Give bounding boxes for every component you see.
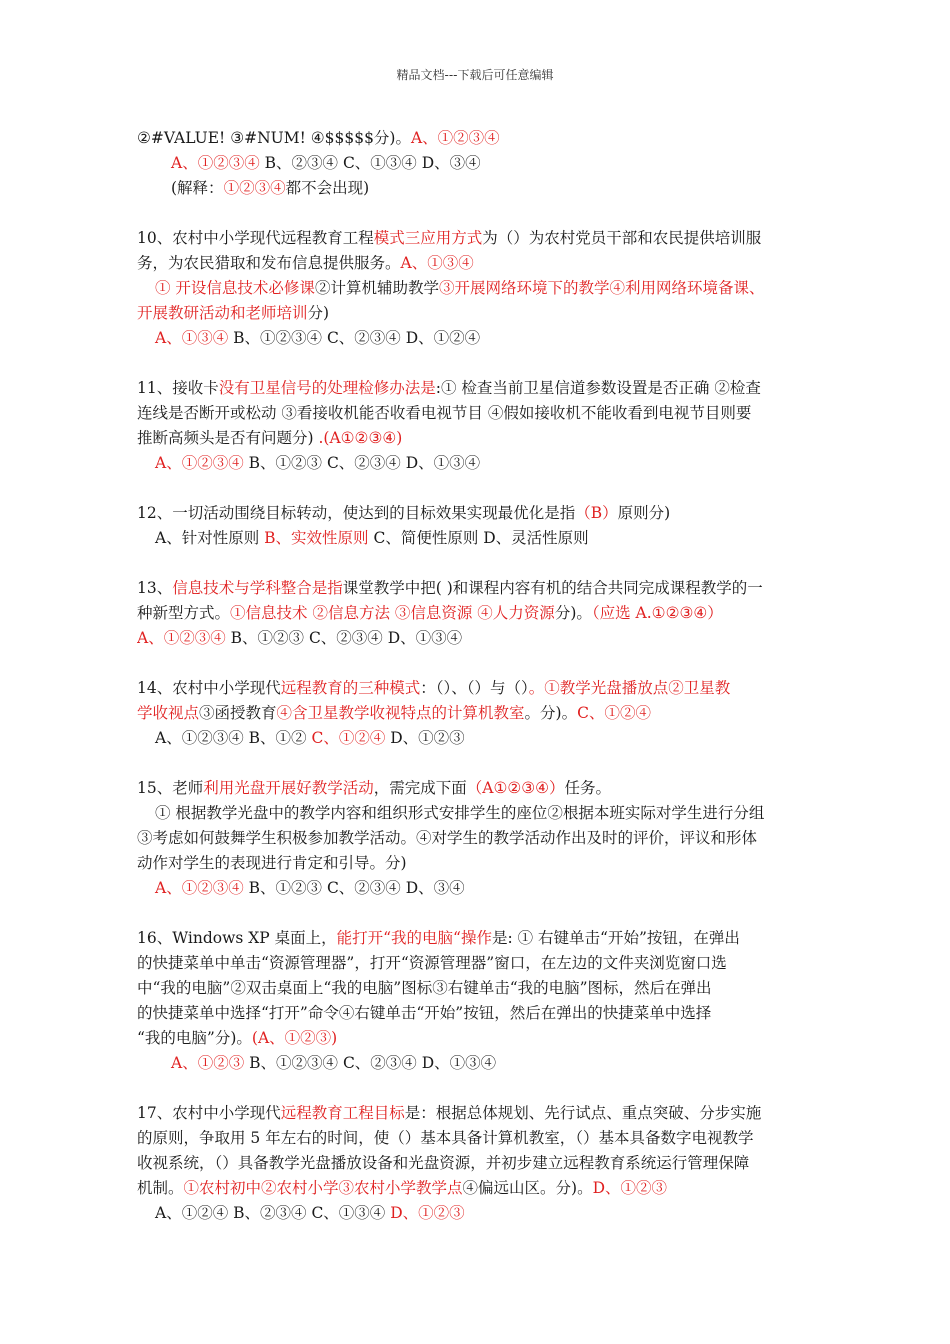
body-text: 16、Windows XP 桌面上， [137, 929, 337, 947]
text-line [137, 1126, 817, 1151]
text-line [137, 326, 817, 351]
body-text: 10、农村中小学现代远程教育工程 [137, 229, 374, 247]
text-line [137, 726, 817, 751]
body-text: 中“我的电脑”②双击桌面上“我的电脑”图标③右键单击“我的电脑”图标，然后在弹出 [137, 979, 712, 997]
body-text: 种新型方式。 [137, 604, 231, 622]
document-body [137, 126, 817, 1226]
question-block [137, 676, 817, 751]
text-line [137, 1101, 817, 1126]
body-text: D、①②③ [385, 729, 465, 747]
text-line [137, 976, 817, 1001]
highlighted-answer-text: 没有卫星信号的处理检修办法是 [218, 379, 436, 397]
highlighted-answer-text: （A①②③④） [466, 779, 565, 797]
body-text: 。分)。 [524, 704, 578, 722]
body-text: ②计算机辅助教学 [314, 279, 439, 297]
page-header: 精品文档---下载后可任意编辑 [396, 68, 554, 82]
highlighted-answer-text: 远程教育的三种模式 [280, 679, 421, 697]
highlighted-answer-text: ③开展网络环境下的教学④利用网络环境备课、 [438, 279, 765, 297]
highlighted-answer-text: D、①②③ [390, 1204, 465, 1222]
question-block [137, 1101, 817, 1226]
highlighted-answer-text: (A、①②③) [251, 1029, 338, 1047]
text-line [137, 826, 817, 851]
body-text: B、①②③ C、②③④ D、①③④ [243, 454, 481, 472]
text-line [137, 676, 817, 701]
highlighted-answer-text: B、实效性原则 [264, 529, 369, 547]
highlighted-answer-text: ④含卫星教学收视特点的计算机教室 [276, 704, 525, 722]
body-text: 分) [307, 304, 330, 322]
highlighted-answer-text: 。①教学光盘播放点②卫星教 [528, 679, 731, 697]
highlighted-answer-text: D、①②③ [592, 1179, 668, 1197]
text-line [137, 276, 817, 301]
highlighted-answer-text: 能打开“我的电脑“操作 [336, 929, 492, 947]
highlighted-answer-text: A、①②③④ [155, 879, 244, 897]
text-line [137, 851, 817, 876]
text-line [137, 1026, 817, 1051]
block-spacer [137, 476, 817, 501]
text-line [137, 401, 817, 426]
text-line [137, 601, 817, 626]
text-line [137, 701, 817, 726]
body-text: 11、接收卡 [137, 379, 219, 397]
body-text: 13、 [137, 579, 173, 597]
text-line [137, 151, 817, 176]
body-text: 的原则，争取用 5 年左右的时间，使（）基本具备计算机教室，（）基本具备数字电视教学 [137, 1129, 754, 1147]
body-text: 收视系统，（）具备教学光盘播放设备和光盘资源，并初步建立远程教育系统运行管理保障 [137, 1154, 750, 1172]
body-text: 的快捷菜单中单击“资源管理器”，打开“资源管理器”窗口，在左边的文件夹浏览窗口选 [137, 954, 727, 972]
text-line [137, 1201, 817, 1226]
body-text: “我的电脑”分)。 [137, 1029, 252, 1047]
body-text: 15、老师 [137, 779, 204, 797]
highlighted-answer-text: （应选 A.①②③④） [591, 604, 723, 622]
highlighted-answer-text: A、①②③④ [410, 129, 500, 147]
question-block [137, 126, 817, 201]
block-spacer [137, 351, 817, 376]
highlighted-answer-text: .(A①②③④) [318, 429, 403, 447]
highlighted-answer-text: 学收视点 [137, 704, 200, 722]
body-text: ③考虑如何鼓舞学生积极参加教学活动。④对学生的教学活动作出及时的评价，评议和形体 [137, 829, 758, 847]
body-text: B、②③④ C、①③④ D、③④ [259, 154, 481, 172]
body-text: 是: ① 右键单击“开始”按钮，在弹出 [491, 929, 740, 947]
text-line [137, 426, 817, 451]
body-text: 14、农村中小学现代 [137, 679, 281, 697]
text-line [137, 951, 817, 976]
body-text: 机制。 [137, 1179, 184, 1197]
highlighted-answer-text: A、①②③ [171, 1054, 245, 1072]
highlighted-answer-text: A、①③④ [400, 254, 474, 272]
question-block [137, 776, 817, 901]
body-text: 17、农村中小学现代 [137, 1104, 281, 1122]
body-text: B、①②③④ C、②③④ D、①②④ [228, 329, 481, 347]
question-block [137, 926, 817, 1076]
body-text: 12、一切活动围绕目标转动，使达到的目标效果实现最优化是指 [137, 504, 576, 522]
text-line [137, 626, 817, 651]
text-line [137, 576, 817, 601]
question-block [137, 576, 817, 651]
question-block [137, 501, 817, 551]
text-line [137, 301, 817, 326]
body-text: :① 检查当前卫星信道参数设置是否正确 ②检查 [435, 379, 761, 397]
body-text: ③函授教育 [199, 704, 277, 722]
body-text: 推断高频头是否有问题分) [137, 429, 319, 447]
block-spacer [137, 751, 817, 776]
highlighted-answer-text: A、①③④ [155, 329, 229, 347]
body-text: C、简便性原则 D、灵活性原则 [368, 529, 589, 547]
body-text: A、①②③④ B、①② [155, 729, 312, 747]
body-text: 连线是否断开或松动 ③看接收机能否收看电视节目 ④假如接收机不能收看到电视节目则要 [137, 404, 752, 422]
highlighted-answer-text: ①②③④ [223, 179, 286, 197]
text-line [137, 926, 817, 951]
block-spacer [137, 901, 817, 926]
body-text: 都不会出现) [285, 179, 370, 197]
body-text: B、①②③④ C、②③④ D、①③④ [244, 1054, 497, 1072]
text-line [137, 876, 817, 901]
text-line [137, 226, 817, 251]
highlighted-answer-text: ①信息技术 ②信息方法 ③信息资源 ④人力资源 [230, 604, 555, 622]
question-block [137, 226, 817, 351]
block-spacer [137, 651, 817, 676]
text-line [137, 126, 817, 151]
highlighted-answer-text: 模式三应用方式 [373, 229, 483, 247]
highlighted-answer-text: C、①②④ [577, 704, 651, 722]
question-block [137, 376, 817, 476]
highlighted-answer-text: A、①②③④ [155, 454, 244, 472]
body-text: 是：根据总体规划、先行试点、重点突破、分步实施 [404, 1104, 762, 1122]
block-spacer [137, 551, 817, 576]
text-line [137, 526, 817, 551]
block-spacer [137, 201, 817, 226]
highlighted-answer-text: 远程教育工程目标 [280, 1104, 405, 1122]
text-line [137, 1151, 817, 1176]
body-text: 课堂教学中把( )和课程内容有机的结合共同完成课程教学的一 [342, 579, 763, 597]
text-line [137, 1176, 817, 1201]
body-text: ① 根据教学光盘中的教学内容和组织形式安排学生的座位②根据本班实际对学生进行分组 [155, 804, 765, 822]
highlighted-answer-text: C、①②④ [311, 729, 386, 747]
highlighted-answer-text: 利用光盘开展好教学活动 [203, 779, 374, 797]
text-line [137, 176, 817, 201]
body-text: B、①②③ C、②③④ D、③④ [243, 879, 465, 897]
body-text: (解释： [171, 179, 224, 197]
body-text: 务，为农民猎取和发布信息提供服务。 [137, 254, 401, 272]
body-text: A、①②④ B、②③④ C、①③④ [155, 1204, 391, 1222]
text-line [137, 776, 817, 801]
body-text: ④偏远山区。分)。 [462, 1179, 593, 1197]
text-line [137, 801, 817, 826]
highlighted-answer-text: ① 开设信息技术必修课 [155, 279, 315, 297]
body-text: B、①②③ C、②③④ D、①③④ [225, 629, 463, 647]
body-text: ，需完成下面 [373, 779, 467, 797]
body-text: A、针对性原则 [155, 529, 265, 547]
body-text: 原则分) [617, 504, 671, 522]
text-line [137, 376, 817, 401]
text-line [137, 1051, 817, 1076]
body-text: ②#VALUE! ③#NUM! ④$$$$$分)。 [137, 129, 411, 147]
highlighted-answer-text: ①农村初中②农村小学③农村小学教学点 [183, 1179, 463, 1197]
text-line [137, 251, 817, 276]
block-spacer [137, 1076, 817, 1101]
highlighted-answer-text: A、①②③④ [137, 629, 226, 647]
text-line [137, 451, 817, 476]
body-text: 任务。 [564, 779, 612, 797]
highlighted-answer-text: （B） [575, 504, 618, 522]
highlighted-answer-text: 开展教研活动和老师培训 [137, 304, 308, 322]
body-text: 的快捷菜单中选择“打开”命令④右键单击“开始”按钮，然后在弹出的快捷菜单中选择 [137, 1004, 712, 1022]
text-line [137, 501, 817, 526]
body-text: ：（）、（）与（） [420, 679, 529, 697]
text-line [137, 1001, 817, 1026]
highlighted-answer-text: A、①②③④ [171, 154, 260, 172]
body-text: 动作对学生的表现进行肯定和引导。分) [137, 854, 407, 872]
body-text: 分)。 [554, 604, 592, 622]
body-text: 为（）为农村党员干部和农民提供培训服 [482, 229, 762, 247]
highlighted-answer-text: 信息技术与学科整合是指 [172, 579, 343, 597]
